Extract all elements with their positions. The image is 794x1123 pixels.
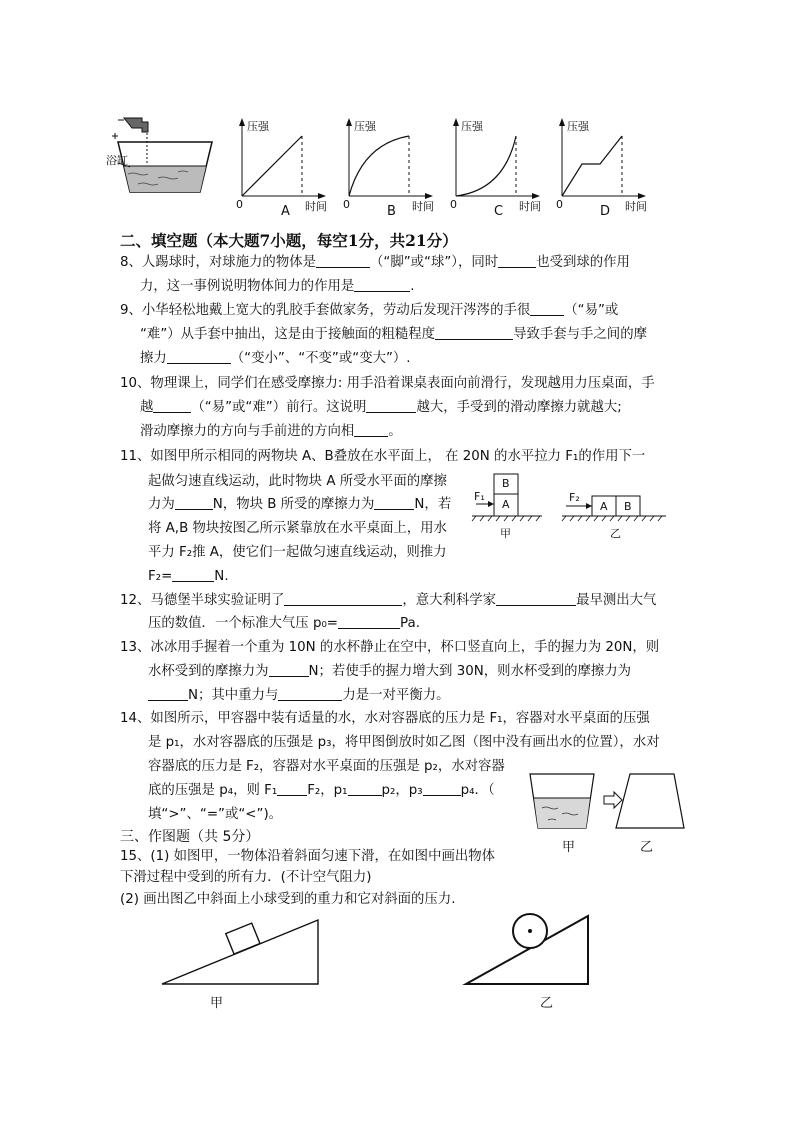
graph-c-xlabel: 时间 [519, 200, 541, 213]
q14-line5: 填“>”、“=”或“<”)。 [148, 807, 283, 822]
option-b: B [387, 204, 396, 219]
graph-b [335, 116, 435, 202]
q11-line2: 起做匀速直线运动，此时物块 A 所受水平面的摩擦 [148, 474, 447, 489]
q8-blank2[interactable] [498, 253, 536, 268]
graph-c-origin: 0 [450, 198, 457, 211]
q9-line2: “难”）从手套中抽出，这是由于接触面的粗糙程度 导致手套与手之间的摩 [140, 327, 647, 342]
tub-label: 浴缸 [106, 154, 128, 167]
graph-a [228, 116, 328, 202]
q8-line1: 8、人踢球时，对球施力的物体是 （“脚”或“球”），同时 也受到球的作用 [120, 255, 630, 270]
graph-c-ylabel: 压强 [461, 120, 483, 133]
q12-line1: 12、马德堡半球实验证明了 ，意大利科学家 最早测出大气 [120, 593, 657, 608]
option-d: D [600, 204, 611, 219]
q10-line1: 10、物理课上，同学们在感受摩擦力: 用手沿着课桌表面向前滑行，发现越用力压桌面，手 [120, 376, 655, 391]
graph-b-origin: 0 [343, 198, 350, 211]
q8-line2: 力，这一事例说明物体间力的作用是 . [140, 279, 415, 294]
q15-fig-caption-left: 甲 [210, 996, 224, 1011]
q10-blank2[interactable] [366, 398, 416, 413]
q15-incline-ball-figure [462, 906, 592, 988]
q9-line1: 9、小华轻松地戴上宽大的乳胶手套做家务，劳动后发现汗涔涔的手很 （“易”或 [120, 303, 619, 318]
q11-fig-a-right: A [600, 500, 608, 513]
q14-fig-caption-left: 甲 [562, 840, 576, 855]
q15-fig-caption-right: 乙 [540, 996, 554, 1011]
q11-fig-b-right: B [624, 500, 632, 513]
q14-fig-caption-right: 乙 [640, 840, 654, 855]
q11-line1: 11、如图甲所示相同的两物块 A、B叠放在水平面上， 在 20N 的水平拉力 F₁的作用下一 [120, 449, 646, 464]
graph-d-origin: 0 [556, 198, 563, 211]
q11-fig-a-bottom: A [502, 498, 510, 511]
q14-blank1[interactable] [277, 781, 307, 796]
q15-line2: 下滑过程中受到的所有力．(不计空气阻力) [120, 870, 372, 885]
q11-fig-f1: F₁ [474, 490, 485, 503]
q14-line3: 容器底的压力是 F₂，容器对水平桌面的压强是 p₂，水对容器 [148, 759, 505, 774]
graph-d-xlabel: 时间 [625, 200, 647, 213]
q10-line2: 越 （“易”或“难”）前行。这说明 越大，手受到的滑动摩擦力就越大; [140, 400, 622, 415]
q14-blank2[interactable] [348, 781, 382, 796]
q11-blank1[interactable] [175, 495, 213, 510]
q11-blank3[interactable] [172, 567, 214, 582]
q10-blank1[interactable] [153, 398, 191, 413]
q10-blank3[interactable] [354, 422, 388, 437]
q15-incline-block-figure [160, 910, 330, 990]
graph-a-ylabel: 压强 [247, 120, 269, 133]
q12-blank1[interactable] [284, 591, 402, 606]
section-2-title: 二、填空题（本大题7小题，每空1分，共21分） [120, 231, 458, 250]
q13-blank1[interactable] [269, 662, 309, 677]
q14-blank3[interactable] [423, 781, 461, 796]
q11-blank2[interactable] [374, 495, 414, 510]
q9-blank1[interactable] [530, 301, 564, 316]
q9-line3: 擦力 （“变小”、“不变”或“变大”）. [140, 351, 411, 366]
option-a: A [281, 204, 290, 219]
q14-line1: 14、如图所示，甲容器中装有适量的水，水对容器底的压力是 F₁，容器对水平桌面的压强 [120, 711, 650, 726]
q15-line3: (2) 画出图乙中斜面上小球受到的重力和它对斜面的压力. [120, 892, 456, 907]
q12-line2: 压的数值．一个标准大气压 p₀= Pa. [148, 616, 420, 631]
graph-a-origin: 0 [236, 198, 243, 211]
q11-fig-caption-left: 甲 [500, 527, 511, 540]
q8-blank1[interactable] [316, 253, 370, 268]
q11-line5: 平力 F₂推 A，使它们一起做匀速直线运动，则推力 [148, 545, 447, 560]
q14-line2: 是 p₁，水对容器底的压强是 p₃，将甲图倒放时如乙图（图中没有画出水的位置），水对 [148, 735, 660, 750]
option-c: C [494, 204, 504, 219]
graph-d [548, 116, 648, 202]
q9-blank2[interactable] [435, 325, 513, 340]
q14-figure [526, 770, 688, 834]
graph-b-xlabel: 时间 [412, 200, 434, 213]
q9-blank3[interactable] [167, 349, 231, 364]
q13-line2: 水杯受到的摩擦力为 N；若使手的握力增大到 30N，则水杯受到的摩擦力为 [148, 664, 632, 679]
q11-line3: 力为 N，物块 B 所受的摩擦力为 N，若 [148, 497, 452, 512]
q11-line4: 将 A,B 物块按图乙所示紧靠放在水平桌面上，用水 [148, 521, 447, 536]
q11-line6: F₂= N. [148, 569, 229, 584]
section-3-title: 三、作图题（共 5分） [120, 829, 260, 845]
q13-line3: N；其中重力与 力是一对平衡力。 [148, 685, 450, 707]
q8-blank3[interactable] [354, 277, 410, 292]
graph-d-ylabel: 压强 [567, 120, 589, 133]
q13-line1: 13、冰冰用手握着一个重为 10N 的水杯静止在空中，杯口竖直向上，手的握力为 20N，则 [120, 640, 660, 655]
q12-blank2[interactable] [496, 591, 576, 606]
graph-b-ylabel: 压强 [354, 120, 376, 133]
q11-fig-caption-right: 乙 [610, 527, 621, 540]
q11-fig-b-top: B [502, 477, 510, 490]
q10-line3: 滑动摩擦力的方向与手前进的方向相 。 [140, 424, 402, 439]
q12-blank3[interactable] [338, 614, 400, 629]
q15-line1: 15、(1) 如图甲，一物体沿着斜面匀速下滑，在如图中画出物体 [120, 849, 496, 864]
graph-a-xlabel: 时间 [305, 200, 327, 213]
graph-c [442, 116, 542, 202]
q13-blank2[interactable] [148, 686, 188, 701]
q13-blank3[interactable] [278, 686, 342, 701]
q14-line4: 底的压强是 p₄，则 F₁ F₂，p₁ p₂，p₃ p₄．（ [148, 783, 495, 798]
q11-fig-f2: F₂ [569, 491, 580, 504]
